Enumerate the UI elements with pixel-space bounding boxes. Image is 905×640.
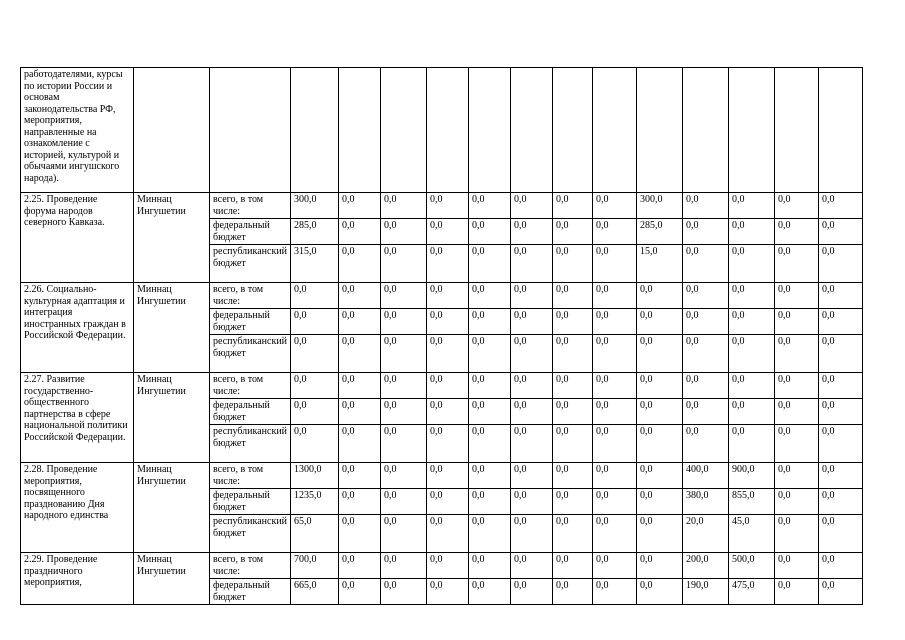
value-cell: 0,0 xyxy=(729,399,775,425)
empty-cell xyxy=(134,68,210,193)
value-cell: 0,0 xyxy=(427,425,469,463)
value-cell: 0,0 xyxy=(469,515,511,553)
value-cell: 0,0 xyxy=(511,399,553,425)
value-cell: 0,0 xyxy=(819,489,863,515)
value-cell: 0,0 xyxy=(775,245,819,283)
funding-source: федеральный бюджет xyxy=(210,399,291,425)
value-cell: 0,0 xyxy=(683,245,729,283)
value-cell: 0,0 xyxy=(427,399,469,425)
funding-source: республиканский бюджет xyxy=(210,335,291,373)
item-executor: Миннац Ингушетии xyxy=(134,553,210,605)
value-cell: 0,0 xyxy=(729,425,775,463)
item-executor: Миннац Ингушетии xyxy=(134,193,210,283)
value-cell: 0,0 xyxy=(511,489,553,515)
value-cell: 0,0 xyxy=(593,373,637,399)
empty-cell xyxy=(637,68,683,193)
value-cell: 0,0 xyxy=(381,425,427,463)
value-cell: 0,0 xyxy=(381,309,427,335)
value-cell: 0,0 xyxy=(819,335,863,373)
item-title: 2.25. Проведение форума народов северного Кавказа. xyxy=(21,193,134,283)
item-title: 2.27. Развитие государственно-общественного партнерства в сфере национальной политики Российской Федерации. xyxy=(21,373,134,463)
value-cell: 0,0 xyxy=(683,373,729,399)
value-cell: 0,0 xyxy=(637,425,683,463)
empty-cell xyxy=(593,68,637,193)
value-cell: 0,0 xyxy=(683,309,729,335)
value-cell: 285,0 xyxy=(291,219,339,245)
value-cell: 0,0 xyxy=(729,335,775,373)
empty-cell xyxy=(469,68,511,193)
value-cell: 0,0 xyxy=(553,373,593,399)
value-cell: 0,0 xyxy=(593,489,637,515)
table-row xyxy=(21,68,863,193)
value-cell: 0,0 xyxy=(381,373,427,399)
value-cell: 0,0 xyxy=(339,463,381,489)
value-cell: 0,0 xyxy=(339,373,381,399)
funding-source: всего, в том числе: xyxy=(210,373,291,399)
value-cell: 1235,0 xyxy=(291,489,339,515)
value-cell: 0,0 xyxy=(469,193,511,219)
value-cell: 0,0 xyxy=(553,515,593,553)
value-cell: 0,0 xyxy=(553,245,593,283)
value-cell: 0,0 xyxy=(775,399,819,425)
value-cell: 0,0 xyxy=(381,553,427,579)
value-cell: 0,0 xyxy=(593,245,637,283)
value-cell: 0,0 xyxy=(775,373,819,399)
value-cell: 0,0 xyxy=(469,553,511,579)
value-cell: 0,0 xyxy=(427,579,469,605)
value-cell: 0,0 xyxy=(775,283,819,309)
value-cell: 0,0 xyxy=(381,245,427,283)
value-cell: 0,0 xyxy=(775,309,819,335)
value-cell: 400,0 xyxy=(683,463,729,489)
value-cell: 0,0 xyxy=(637,309,683,335)
value-cell: 0,0 xyxy=(427,335,469,373)
value-cell: 0,0 xyxy=(637,373,683,399)
empty-cell xyxy=(427,68,469,193)
funding-source: республиканский бюджет xyxy=(210,245,291,283)
value-cell: 0,0 xyxy=(381,463,427,489)
value-cell: 0,0 xyxy=(339,245,381,283)
value-cell: 0,0 xyxy=(553,335,593,373)
value-cell: 0,0 xyxy=(339,309,381,335)
value-cell: 0,0 xyxy=(381,489,427,515)
value-cell: 300,0 xyxy=(291,193,339,219)
value-cell: 0,0 xyxy=(511,463,553,489)
value-cell: 0,0 xyxy=(511,245,553,283)
value-cell: 0,0 xyxy=(469,579,511,605)
value-cell: 0,0 xyxy=(683,399,729,425)
value-cell: 0,0 xyxy=(291,309,339,335)
value-cell: 300,0 xyxy=(637,193,683,219)
value-cell: 0,0 xyxy=(427,463,469,489)
value-cell: 0,0 xyxy=(819,515,863,553)
funding-source: всего, в том числе: xyxy=(210,193,291,219)
value-cell: 0,0 xyxy=(511,219,553,245)
value-cell: 900,0 xyxy=(729,463,775,489)
item-title: 2.26. Социально-культурная адаптация и интеграция иностранных граждан в Российской Федерации. xyxy=(21,283,134,373)
value-cell: 0,0 xyxy=(381,193,427,219)
value-cell: 0,0 xyxy=(593,309,637,335)
empty-cell xyxy=(210,68,291,193)
value-cell: 0,0 xyxy=(339,553,381,579)
value-cell: 0,0 xyxy=(339,335,381,373)
value-cell: 0,0 xyxy=(291,335,339,373)
empty-cell xyxy=(381,68,427,193)
empty-cell xyxy=(775,68,819,193)
value-cell: 0,0 xyxy=(637,579,683,605)
value-cell: 0,0 xyxy=(593,553,637,579)
empty-cell xyxy=(553,68,593,193)
empty-cell xyxy=(683,68,729,193)
value-cell: 0,0 xyxy=(593,463,637,489)
value-cell: 0,0 xyxy=(339,579,381,605)
value-cell: 0,0 xyxy=(511,425,553,463)
value-cell: 0,0 xyxy=(729,245,775,283)
value-cell: 475,0 xyxy=(729,579,775,605)
value-cell: 0,0 xyxy=(729,309,775,335)
value-cell: 0,0 xyxy=(427,515,469,553)
value-cell: 0,0 xyxy=(729,219,775,245)
value-cell: 0,0 xyxy=(381,579,427,605)
value-cell: 0,0 xyxy=(775,463,819,489)
empty-cell xyxy=(729,68,775,193)
value-cell: 0,0 xyxy=(469,489,511,515)
funding-source: республиканский бюджет xyxy=(210,425,291,463)
value-cell: 0,0 xyxy=(511,579,553,605)
value-cell: 0,0 xyxy=(729,193,775,219)
value-cell: 0,0 xyxy=(593,579,637,605)
value-cell: 0,0 xyxy=(637,515,683,553)
value-cell: 0,0 xyxy=(553,219,593,245)
value-cell: 0,0 xyxy=(593,399,637,425)
value-cell: 0,0 xyxy=(469,463,511,489)
value-cell: 380,0 xyxy=(683,489,729,515)
value-cell: 0,0 xyxy=(819,283,863,309)
empty-cell xyxy=(511,68,553,193)
value-cell: 0,0 xyxy=(775,489,819,515)
value-cell: 0,0 xyxy=(427,193,469,219)
funding-source: всего, в том числе: xyxy=(210,463,291,489)
value-cell: 0,0 xyxy=(339,425,381,463)
value-cell: 0,0 xyxy=(469,283,511,309)
value-cell: 0,0 xyxy=(291,425,339,463)
value-cell: 0,0 xyxy=(339,515,381,553)
value-cell: 0,0 xyxy=(469,373,511,399)
value-cell: 45,0 xyxy=(729,515,775,553)
value-cell: 0,0 xyxy=(469,399,511,425)
value-cell: 0,0 xyxy=(819,425,863,463)
value-cell: 0,0 xyxy=(427,219,469,245)
value-cell: 0,0 xyxy=(775,193,819,219)
value-cell: 0,0 xyxy=(381,399,427,425)
value-cell: 700,0 xyxy=(291,553,339,579)
value-cell: 0,0 xyxy=(775,515,819,553)
value-cell: 0,0 xyxy=(427,245,469,283)
funding-source: всего, в том числе: xyxy=(210,553,291,579)
value-cell: 0,0 xyxy=(339,489,381,515)
value-cell: 0,0 xyxy=(819,463,863,489)
empty-cell xyxy=(819,68,863,193)
value-cell: 0,0 xyxy=(511,193,553,219)
value-cell: 0,0 xyxy=(729,283,775,309)
value-cell: 0,0 xyxy=(553,553,593,579)
value-cell: 0,0 xyxy=(683,335,729,373)
value-cell: 0,0 xyxy=(339,193,381,219)
value-cell: 0,0 xyxy=(729,373,775,399)
value-cell: 0,0 xyxy=(683,283,729,309)
value-cell: 0,0 xyxy=(381,335,427,373)
value-cell: 0,0 xyxy=(637,399,683,425)
item-executor: Миннац Ингушетии xyxy=(134,283,210,373)
value-cell: 0,0 xyxy=(339,399,381,425)
value-cell: 0,0 xyxy=(593,193,637,219)
value-cell: 0,0 xyxy=(427,309,469,335)
item-executor: Миннац Ингушетии xyxy=(134,463,210,553)
value-cell: 0,0 xyxy=(553,283,593,309)
value-cell: 0,0 xyxy=(511,515,553,553)
value-cell: 20,0 xyxy=(683,515,729,553)
value-cell: 0,0 xyxy=(511,309,553,335)
value-cell: 0,0 xyxy=(593,515,637,553)
empty-cell xyxy=(291,68,339,193)
item-executor: Миннац Ингушетии xyxy=(134,373,210,463)
value-cell: 0,0 xyxy=(291,399,339,425)
item-title: 2.29. Проведение праздничного мероприятия, xyxy=(21,553,134,605)
value-cell: 0,0 xyxy=(819,219,863,245)
value-cell: 0,0 xyxy=(593,219,637,245)
value-cell: 0,0 xyxy=(819,245,863,283)
value-cell: 0,0 xyxy=(637,463,683,489)
value-cell: 0,0 xyxy=(427,489,469,515)
value-cell: 0,0 xyxy=(593,425,637,463)
value-cell: 0,0 xyxy=(637,283,683,309)
value-cell: 0,0 xyxy=(593,335,637,373)
value-cell: 0,0 xyxy=(819,579,863,605)
value-cell: 65,0 xyxy=(291,515,339,553)
value-cell: 200,0 xyxy=(683,553,729,579)
value-cell: 0,0 xyxy=(683,219,729,245)
value-cell: 315,0 xyxy=(291,245,339,283)
value-cell: 0,0 xyxy=(469,335,511,373)
value-cell: 0,0 xyxy=(553,463,593,489)
value-cell: 0,0 xyxy=(381,219,427,245)
value-cell: 0,0 xyxy=(469,245,511,283)
value-cell: 855,0 xyxy=(729,489,775,515)
value-cell: 0,0 xyxy=(339,219,381,245)
value-cell: 0,0 xyxy=(637,335,683,373)
value-cell: 15,0 xyxy=(637,245,683,283)
funding-source: федеральный бюджет xyxy=(210,309,291,335)
table-row xyxy=(21,463,863,489)
value-cell: 0,0 xyxy=(775,219,819,245)
value-cell: 0,0 xyxy=(291,283,339,309)
value-cell: 0,0 xyxy=(511,335,553,373)
value-cell: 0,0 xyxy=(427,373,469,399)
item-title: 2.28. Проведение мероприятия, посвященного празднованию Дня народного единства xyxy=(21,463,134,553)
value-cell: 190,0 xyxy=(683,579,729,605)
value-cell: 0,0 xyxy=(637,553,683,579)
value-cell: 0,0 xyxy=(427,553,469,579)
funding-source: всего, в том числе: xyxy=(210,283,291,309)
value-cell: 0,0 xyxy=(775,553,819,579)
value-cell: 0,0 xyxy=(683,193,729,219)
value-cell: 0,0 xyxy=(819,309,863,335)
value-cell: 500,0 xyxy=(729,553,775,579)
value-cell: 0,0 xyxy=(553,489,593,515)
value-cell: 0,0 xyxy=(775,335,819,373)
value-cell: 0,0 xyxy=(427,283,469,309)
value-cell: 0,0 xyxy=(381,515,427,553)
budget-table xyxy=(20,67,863,605)
table-row xyxy=(21,553,863,579)
value-cell: 1300,0 xyxy=(291,463,339,489)
value-cell: 0,0 xyxy=(819,193,863,219)
value-cell: 0,0 xyxy=(637,489,683,515)
value-cell: 0,0 xyxy=(553,425,593,463)
value-cell: 0,0 xyxy=(469,309,511,335)
value-cell: 0,0 xyxy=(553,193,593,219)
value-cell: 665,0 xyxy=(291,579,339,605)
value-cell: 0,0 xyxy=(553,399,593,425)
value-cell: 0,0 xyxy=(469,219,511,245)
value-cell: 285,0 xyxy=(637,219,683,245)
value-cell: 0,0 xyxy=(511,553,553,579)
value-cell: 0,0 xyxy=(553,579,593,605)
value-cell: 0,0 xyxy=(381,283,427,309)
value-cell: 0,0 xyxy=(511,283,553,309)
table-row xyxy=(21,283,863,309)
funding-source: федеральный бюджет xyxy=(210,489,291,515)
value-cell: 0,0 xyxy=(819,399,863,425)
value-cell: 0,0 xyxy=(339,283,381,309)
value-cell: 0,0 xyxy=(593,283,637,309)
empty-cell xyxy=(339,68,381,193)
value-cell: 0,0 xyxy=(819,553,863,579)
value-cell: 0,0 xyxy=(553,309,593,335)
table-row xyxy=(21,373,863,399)
continuation-text: работодателями, курсы по истории России и основам законодательства РФ, мероприятия, направленные на ознакомление с историей, культурой и обычаями ингушского народа). xyxy=(21,68,134,193)
value-cell: 0,0 xyxy=(775,579,819,605)
funding-source: федеральный бюджет xyxy=(210,219,291,245)
table-row xyxy=(21,193,863,219)
value-cell: 0,0 xyxy=(511,373,553,399)
funding-source: республиканский бюджет xyxy=(210,515,291,553)
funding-source: федеральный бюджет xyxy=(210,579,291,605)
value-cell: 0,0 xyxy=(291,373,339,399)
value-cell: 0,0 xyxy=(775,425,819,463)
value-cell: 0,0 xyxy=(683,425,729,463)
table-body xyxy=(21,68,863,605)
value-cell: 0,0 xyxy=(819,373,863,399)
value-cell: 0,0 xyxy=(469,425,511,463)
